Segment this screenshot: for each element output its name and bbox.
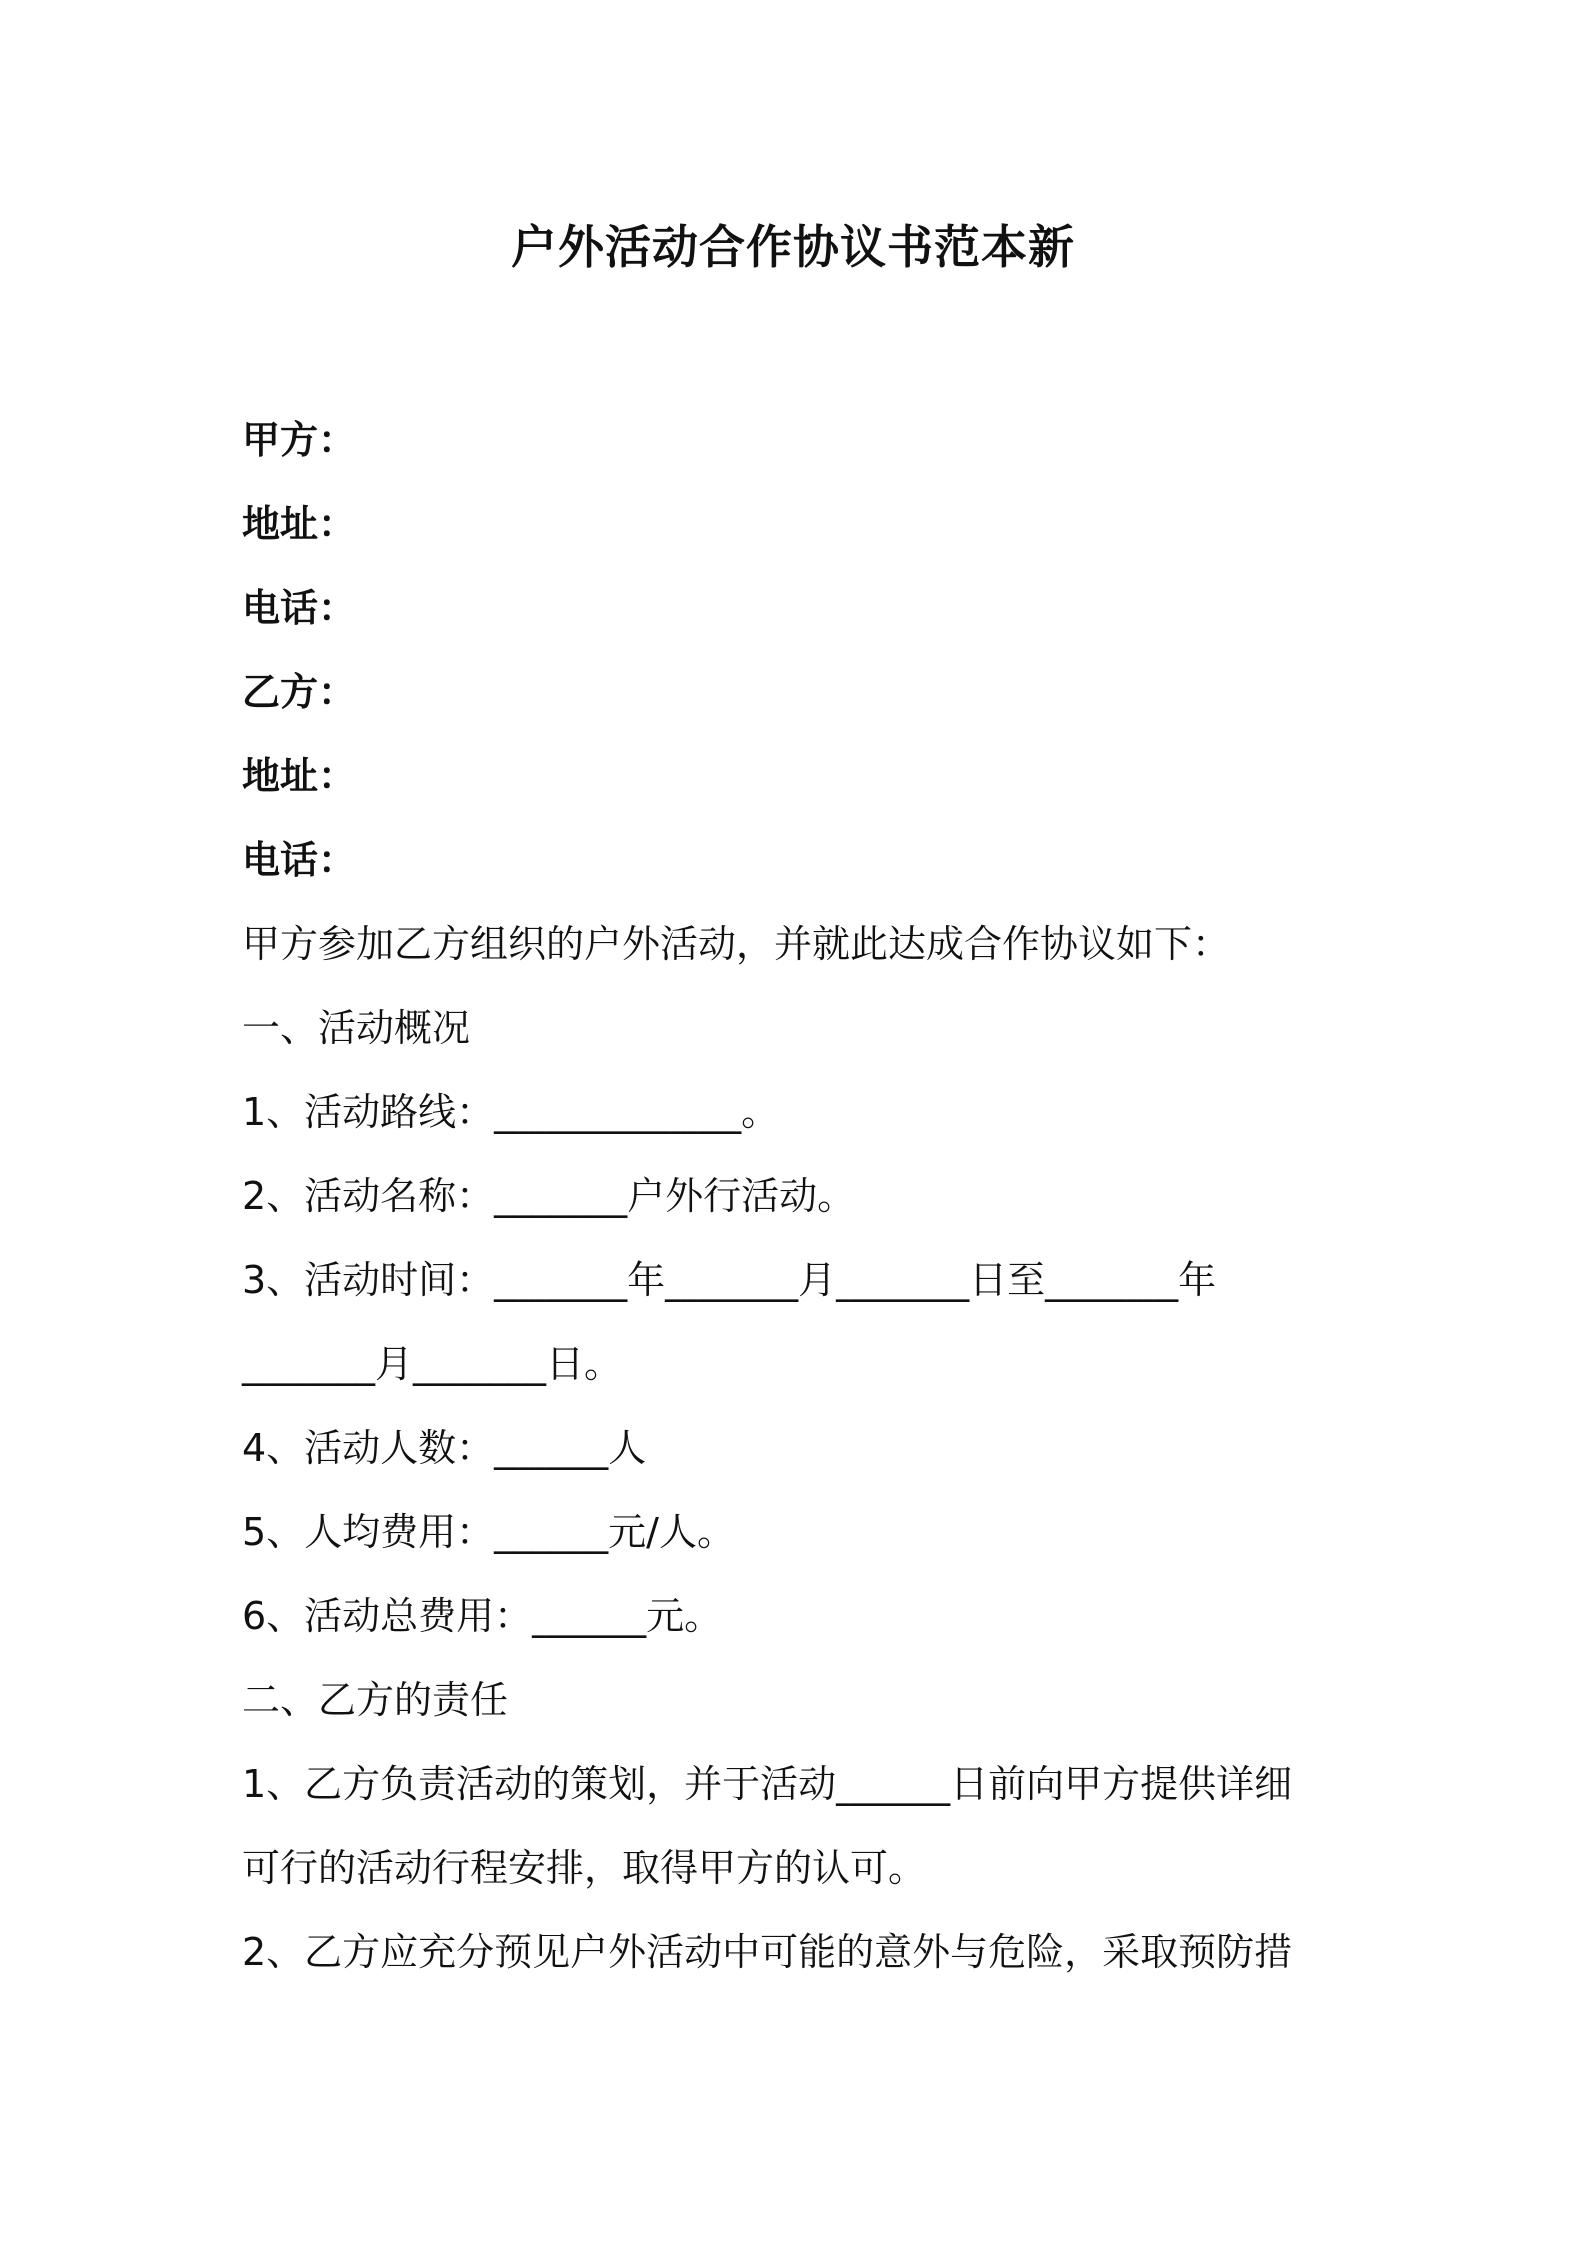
section-2-item: 2、乙方应充分预见户外活动中可能的意外与危险，采取预防措 <box>242 1930 1293 1974</box>
document-title: 户外活动合作协议书范本新 <box>511 220 1075 274</box>
party-b-label: 乙方： <box>242 670 357 714</box>
section-1-item: 4、活动人数：______人 <box>242 1426 647 1470</box>
section-1-item: 2、活动名称：_______户外行活动。 <box>242 1174 856 1218</box>
document-body <box>242 398 1362 1994</box>
section-2-item-continued: 可行的活动行程安排，取得甲方的认可。 <box>242 1846 927 1890</box>
party-b-phone-label: 电话： <box>242 838 357 882</box>
section-1-item: 1、活动路线：_____________。 <box>242 1090 780 1134</box>
section-1-item: 5、人均费用：______元/人。 <box>242 1510 735 1554</box>
section-1-item: 6、活动总费用：______元。 <box>242 1594 723 1638</box>
party-b-address-label: 地址： <box>242 754 357 798</box>
party-a-label: 甲方： <box>242 418 357 462</box>
section-2-heading: 二、乙方的责任 <box>242 1678 509 1722</box>
section-2-item: 1、乙方负责活动的策划，并于活动______日前向甲方提供详细 <box>242 1762 1293 1806</box>
section-1-heading: 一、活动概况 <box>242 1006 471 1050</box>
party-a-address-label: 地址： <box>242 502 357 546</box>
section-1-item: 3、活动时间：_______年_______月_______日至_______年 <box>242 1258 1217 1302</box>
party-a-phone-label: 电话： <box>242 586 357 630</box>
intro-paragraph: 甲方参加乙方组织的户外活动，并就此达成合作协议如下： <box>242 922 1231 966</box>
section-1-item-continued: _______月_______日。 <box>242 1342 623 1386</box>
